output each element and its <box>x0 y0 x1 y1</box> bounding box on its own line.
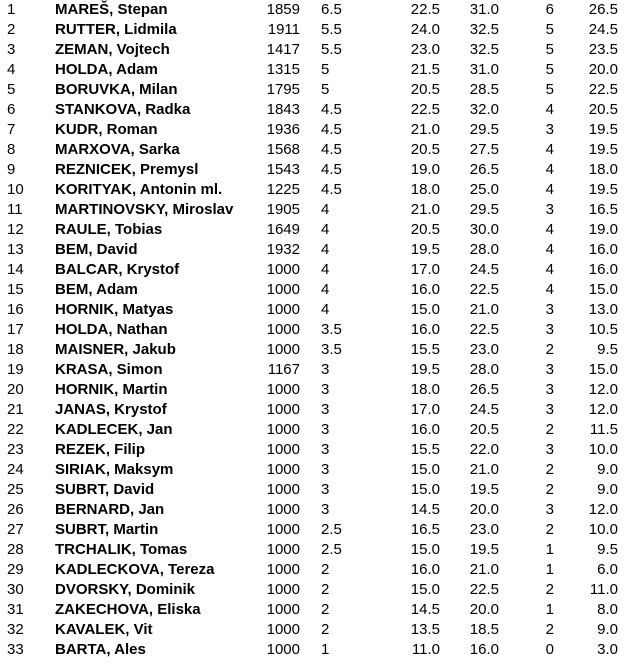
tiebreak-1-cell: 15.5 <box>410 441 440 458</box>
rank-cell: 18 <box>7 341 24 358</box>
points-cell: 4 <box>321 281 330 298</box>
tiebreak-2-cell: 31.0 <box>469 1 499 18</box>
points-cell: 5.5 <box>321 41 342 58</box>
player-name-cell: REZNICEK, Premysl <box>55 161 199 178</box>
rank-cell: 5 <box>7 81 16 98</box>
table-row <box>0 380 627 400</box>
tiebreak-3-cell: 12.0 <box>588 401 618 418</box>
tiebreak-2-cell: 28.5 <box>469 81 499 98</box>
rating-cell: 1932 <box>266 241 300 258</box>
rating-cell: 1000 <box>266 401 300 418</box>
table-row <box>0 360 627 380</box>
tiebreak-2-cell: 32.5 <box>469 41 499 58</box>
wins-cell: 5 <box>545 21 554 38</box>
points-cell: 2.5 <box>321 541 342 558</box>
rating-cell: 1167 <box>267 361 300 378</box>
points-cell: 2 <box>321 561 330 578</box>
tiebreak-1-cell: 14.5 <box>410 501 440 518</box>
rating-cell: 1936 <box>266 121 300 138</box>
wins-cell: 3 <box>545 441 554 458</box>
table-row <box>0 600 627 620</box>
player-name-cell: KUDR, Roman <box>55 121 158 138</box>
points-cell: 3 <box>321 461 330 478</box>
rating-cell: 1905 <box>266 201 300 218</box>
tiebreak-2-cell: 28.0 <box>469 361 499 378</box>
table-row <box>0 440 627 460</box>
rank-cell: 2 <box>7 21 16 38</box>
player-name-cell: MARTINOVSKY, Miroslav <box>55 201 234 218</box>
table-row <box>0 400 627 420</box>
rank-cell: 24 <box>7 461 24 478</box>
tiebreak-2-cell: 23.0 <box>469 341 499 358</box>
rank-cell: 9 <box>7 161 16 178</box>
rating-cell: 1000 <box>266 581 300 598</box>
rank-cell: 10 <box>7 181 24 198</box>
tiebreak-1-cell: 16.0 <box>410 321 440 338</box>
rating-cell: 1000 <box>266 641 300 658</box>
rating-cell: 1000 <box>266 261 300 278</box>
table-row <box>0 0 627 20</box>
tiebreak-2-cell: 24.5 <box>469 401 499 418</box>
rank-cell: 11 <box>7 201 23 218</box>
tiebreak-2-cell: 18.5 <box>469 621 499 638</box>
wins-cell: 4 <box>545 241 554 258</box>
rating-cell: 1649 <box>266 221 300 238</box>
wins-cell: 2 <box>545 521 554 538</box>
rank-cell: 22 <box>7 421 24 438</box>
points-cell: 5.5 <box>321 21 342 38</box>
rating-cell: 1000 <box>266 321 300 338</box>
tiebreak-3-cell: 19.0 <box>588 221 618 238</box>
player-name-cell: BARTA, Ales <box>55 641 146 658</box>
table-row <box>0 480 627 500</box>
tiebreak-2-cell: 20.0 <box>469 501 499 518</box>
points-cell: 2 <box>321 581 330 598</box>
tiebreak-2-cell: 29.5 <box>469 121 499 138</box>
tiebreak-3-cell: 26.5 <box>588 1 618 18</box>
points-cell: 3 <box>321 421 330 438</box>
rating-cell: 1000 <box>266 281 300 298</box>
wins-cell: 4 <box>545 141 554 158</box>
points-cell: 3 <box>321 381 330 398</box>
tiebreak-3-cell: 19.5 <box>588 181 618 198</box>
points-cell: 3.5 <box>321 341 342 358</box>
wins-cell: 1 <box>545 601 554 618</box>
rating-cell: 1000 <box>266 501 300 518</box>
points-cell: 4 <box>321 241 330 258</box>
rank-cell: 26 <box>7 501 24 518</box>
wins-cell: 2 <box>545 621 554 638</box>
points-cell: 4 <box>321 201 330 218</box>
player-name-cell: KADLECEK, Jan <box>55 421 173 438</box>
player-name-cell: KADLECKOVA, Tereza <box>55 561 215 578</box>
tiebreak-3-cell: 15.0 <box>588 361 618 378</box>
tiebreak-1-cell: 15.0 <box>410 461 440 478</box>
points-cell: 4.5 <box>321 101 342 118</box>
rank-cell: 4 <box>7 61 16 78</box>
wins-cell: 3 <box>545 381 554 398</box>
player-name-cell: JANAS, Krystof <box>55 401 167 418</box>
wins-cell: 4 <box>545 281 554 298</box>
tiebreak-3-cell: 23.5 <box>588 41 618 58</box>
table-row <box>0 240 627 260</box>
player-name-cell: KRASA, Simon <box>55 361 163 378</box>
points-cell: 3 <box>321 501 330 518</box>
player-name-cell: HORNIK, Martin <box>55 381 168 398</box>
tiebreak-3-cell: 10.0 <box>588 441 618 458</box>
table-row <box>0 540 627 560</box>
tiebreak-1-cell: 19.5 <box>410 361 440 378</box>
rating-cell: 1000 <box>266 621 300 638</box>
tiebreak-1-cell: 17.0 <box>410 401 440 418</box>
player-name-cell: MAISNER, Jakub <box>55 341 176 358</box>
player-name-cell: SUBRT, Martin <box>55 521 159 538</box>
tiebreak-3-cell: 20.0 <box>588 61 618 78</box>
tiebreak-1-cell: 20.5 <box>410 221 440 238</box>
table-row <box>0 580 627 600</box>
tiebreak-2-cell: 16.0 <box>469 641 499 658</box>
tiebreak-3-cell: 13.0 <box>588 301 618 318</box>
tiebreak-1-cell: 15.0 <box>410 481 440 498</box>
rank-cell: 3 <box>7 41 16 58</box>
tiebreak-3-cell: 20.5 <box>588 101 618 118</box>
tiebreak-1-cell: 22.5 <box>410 1 440 18</box>
wins-cell: 4 <box>545 221 554 238</box>
tiebreak-1-cell: 21.0 <box>410 201 440 218</box>
rank-cell: 27 <box>7 521 24 538</box>
tiebreak-1-cell: 21.0 <box>410 121 440 138</box>
wins-cell: 5 <box>545 81 554 98</box>
wins-cell: 4 <box>545 101 554 118</box>
table-row <box>0 500 627 520</box>
player-name-cell: RUTTER, Lidmila <box>55 21 177 38</box>
rating-cell: 1417 <box>266 41 300 58</box>
rating-cell: 1000 <box>266 301 300 318</box>
rank-cell: 7 <box>7 121 16 138</box>
tiebreak-2-cell: 32.0 <box>469 101 499 118</box>
player-name-cell: SUBRT, David <box>55 481 155 498</box>
rating-cell: 1859 <box>266 1 300 18</box>
rank-cell: 13 <box>7 241 24 258</box>
wins-cell: 2 <box>545 461 554 478</box>
tiebreak-3-cell: 19.5 <box>588 121 618 138</box>
rating-cell: 1843 <box>266 101 300 118</box>
rank-cell: 14 <box>7 261 24 278</box>
table-row <box>0 60 627 80</box>
wins-cell: 3 <box>545 301 554 318</box>
tiebreak-2-cell: 23.0 <box>469 521 499 538</box>
points-cell: 3 <box>321 441 330 458</box>
tiebreak-3-cell: 9.5 <box>597 341 618 358</box>
tiebreak-1-cell: 15.5 <box>410 341 440 358</box>
rank-cell: 8 <box>7 141 16 158</box>
points-cell: 4.5 <box>321 121 342 138</box>
rank-cell: 32 <box>7 621 24 638</box>
wins-cell: 2 <box>545 581 554 598</box>
tiebreak-1-cell: 15.0 <box>410 301 440 318</box>
rank-cell: 15 <box>7 281 24 298</box>
wins-cell: 3 <box>545 321 554 338</box>
tiebreak-2-cell: 26.5 <box>469 161 499 178</box>
table-row <box>0 260 627 280</box>
player-name-cell: KAVALEK, Vit <box>55 621 153 638</box>
rating-cell: 1911 <box>267 21 300 38</box>
points-cell: 3 <box>321 361 330 378</box>
rank-cell: 20 <box>7 381 24 398</box>
player-name-cell: BERNARD, Jan <box>55 501 165 518</box>
player-name-cell: BEM, Adam <box>55 281 138 298</box>
points-cell: 3 <box>321 401 330 418</box>
tiebreak-2-cell: 19.5 <box>469 541 499 558</box>
tiebreak-2-cell: 29.5 <box>469 201 499 218</box>
tiebreak-2-cell: 31.0 <box>469 61 499 78</box>
tiebreak-3-cell: 10.5 <box>588 321 618 338</box>
player-name-cell: HORNIK, Matyas <box>55 301 174 318</box>
tiebreak-3-cell: 22.5 <box>588 81 618 98</box>
tiebreak-1-cell: 20.5 <box>410 81 440 98</box>
rank-cell: 17 <box>7 321 24 338</box>
tiebreak-3-cell: 10.0 <box>588 521 618 538</box>
table-row <box>0 200 627 220</box>
table-row <box>0 20 627 40</box>
rating-cell: 1000 <box>266 381 300 398</box>
rating-cell: 1000 <box>266 441 300 458</box>
wins-cell: 1 <box>545 561 554 578</box>
rating-cell: 1000 <box>266 601 300 618</box>
tiebreak-1-cell: 19.5 <box>410 241 440 258</box>
player-name-cell: MARXOVA, Sarka <box>55 141 180 158</box>
tiebreak-1-cell: 21.5 <box>410 61 440 78</box>
player-name-cell: TRCHALIK, Tomas <box>55 541 188 558</box>
tiebreak-1-cell: 16.0 <box>410 561 440 578</box>
tiebreak-1-cell: 24.0 <box>410 21 440 38</box>
rating-cell: 1000 <box>266 481 300 498</box>
tiebreak-2-cell: 19.5 <box>469 481 499 498</box>
tiebreak-3-cell: 18.0 <box>588 161 618 178</box>
table-row <box>0 460 627 480</box>
tiebreak-2-cell: 20.5 <box>469 421 499 438</box>
player-name-cell: HOLDA, Nathan <box>55 321 168 338</box>
player-name-cell: KORITYAK, Antonin ml. <box>55 181 223 198</box>
tiebreak-1-cell: 23.0 <box>410 41 440 58</box>
player-name-cell: ZAKECHOVA, Eliska <box>55 601 201 618</box>
table-row <box>0 560 627 580</box>
wins-cell: 2 <box>545 421 554 438</box>
tiebreak-2-cell: 21.0 <box>469 561 499 578</box>
rank-cell: 12 <box>7 221 24 238</box>
player-name-cell: SIRIAK, Maksym <box>55 461 174 478</box>
rank-cell: 1 <box>7 1 16 18</box>
tiebreak-2-cell: 28.0 <box>469 241 499 258</box>
table-row <box>0 120 627 140</box>
tiebreak-3-cell: 11.0 <box>589 581 618 598</box>
tiebreak-1-cell: 11.0 <box>411 641 440 658</box>
rank-cell: 23 <box>7 441 24 458</box>
points-cell: 3.5 <box>321 321 342 338</box>
table-row <box>0 520 627 540</box>
table-row <box>0 100 627 120</box>
wins-cell: 2 <box>545 341 554 358</box>
rank-cell: 33 <box>7 641 24 658</box>
tiebreak-3-cell: 19.5 <box>588 141 618 158</box>
points-cell: 4 <box>321 301 330 318</box>
player-name-cell: REZEK, Filip <box>55 441 145 458</box>
player-name-cell: STANKOVA, Radka <box>55 101 191 118</box>
wins-cell: 3 <box>545 361 554 378</box>
rank-cell: 16 <box>7 301 24 318</box>
rank-cell: 25 <box>7 481 24 498</box>
points-cell: 4 <box>321 221 330 238</box>
points-cell: 4.5 <box>321 181 342 198</box>
player-name-cell: BORUVKA, Milan <box>55 81 178 98</box>
points-cell: 5 <box>321 81 330 98</box>
wins-cell: 3 <box>545 121 554 138</box>
player-name-cell: BALCAR, Krystof <box>55 261 180 278</box>
wins-cell: 5 <box>545 61 554 78</box>
wins-cell: 2 <box>545 481 554 498</box>
tiebreak-3-cell: 16.0 <box>588 241 618 258</box>
player-name-cell: BEM, David <box>55 241 138 258</box>
wins-cell: 4 <box>545 161 554 178</box>
tiebreak-3-cell: 16.5 <box>588 201 618 218</box>
rating-cell: 1000 <box>266 421 300 438</box>
points-cell: 2 <box>321 621 330 638</box>
tiebreak-2-cell: 30.0 <box>469 221 499 238</box>
rank-cell: 19 <box>7 361 24 378</box>
tiebreak-3-cell: 6.0 <box>597 561 618 578</box>
table-row <box>0 180 627 200</box>
tiebreak-2-cell: 22.5 <box>469 321 499 338</box>
tiebreak-3-cell: 8.0 <box>597 601 618 618</box>
wins-cell: 3 <box>545 201 554 218</box>
rating-cell: 1000 <box>266 541 300 558</box>
tiebreak-3-cell: 12.0 <box>588 381 618 398</box>
table-row <box>0 280 627 300</box>
tiebreak-3-cell: 9.0 <box>597 621 618 638</box>
tiebreak-1-cell: 16.0 <box>410 281 440 298</box>
tiebreak-1-cell: 17.0 <box>410 261 440 278</box>
tiebreak-3-cell: 16.0 <box>588 261 618 278</box>
points-cell: 6.5 <box>321 1 342 18</box>
rating-cell: 1568 <box>266 141 300 158</box>
points-cell: 4 <box>321 261 330 278</box>
rank-cell: 28 <box>7 541 24 558</box>
table-row <box>0 420 627 440</box>
tiebreak-1-cell: 15.0 <box>410 541 440 558</box>
wins-cell: 4 <box>545 181 554 198</box>
player-name-cell: ZEMAN, Vojtech <box>55 41 170 58</box>
tiebreak-2-cell: 24.5 <box>469 261 499 278</box>
table-row <box>0 300 627 320</box>
tiebreak-1-cell: 18.0 <box>410 381 440 398</box>
player-name-cell: DVORSKY, Dominik <box>55 581 196 598</box>
points-cell: 4.5 <box>321 161 342 178</box>
tiebreak-2-cell: 26.5 <box>469 381 499 398</box>
table-row <box>0 140 627 160</box>
tiebreak-1-cell: 16.5 <box>410 521 440 538</box>
tiebreak-2-cell: 21.0 <box>469 461 499 478</box>
wins-cell: 1 <box>545 541 554 558</box>
tiebreak-2-cell: 32.5 <box>469 21 499 38</box>
tiebreak-3-cell: 12.0 <box>588 501 618 518</box>
tiebreak-3-cell: 9.5 <box>597 541 618 558</box>
table-row <box>0 320 627 340</box>
table-row <box>0 80 627 100</box>
tiebreak-1-cell: 22.5 <box>410 101 440 118</box>
wins-cell: 3 <box>545 401 554 418</box>
points-cell: 4.5 <box>321 141 342 158</box>
tiebreak-2-cell: 27.5 <box>469 141 499 158</box>
tiebreak-1-cell: 16.0 <box>410 421 440 438</box>
tiebreak-2-cell: 22.5 <box>469 281 499 298</box>
tiebreak-3-cell: 3.0 <box>597 641 618 658</box>
rating-cell: 1225 <box>266 181 300 198</box>
wins-cell: 3 <box>545 501 554 518</box>
player-name-cell: HOLDA, Adam <box>55 61 158 78</box>
tiebreak-3-cell: 15.0 <box>588 281 618 298</box>
tiebreak-3-cell: 9.0 <box>597 481 618 498</box>
player-name-cell: MAREŠ, Stepan <box>55 1 168 18</box>
tiebreak-1-cell: 18.0 <box>410 181 440 198</box>
rating-cell: 1000 <box>266 521 300 538</box>
rank-cell: 29 <box>7 561 24 578</box>
rating-cell: 1000 <box>266 341 300 358</box>
wins-cell: 0 <box>545 641 554 658</box>
rating-cell: 1000 <box>266 561 300 578</box>
points-cell: 2.5 <box>321 521 342 538</box>
player-name-cell: RAULE, Tobias <box>55 221 163 238</box>
table-row <box>0 40 627 60</box>
wins-cell: 6 <box>545 1 554 18</box>
tiebreak-1-cell: 19.0 <box>410 161 440 178</box>
tiebreak-2-cell: 21.0 <box>469 301 499 318</box>
rank-cell: 31 <box>7 601 24 618</box>
points-cell: 1 <box>321 641 330 658</box>
table-row <box>0 620 627 640</box>
tiebreak-2-cell: 25.0 <box>469 181 499 198</box>
table-row <box>0 340 627 360</box>
points-cell: 5 <box>321 61 330 78</box>
rating-cell: 1795 <box>266 81 300 98</box>
rating-cell: 1315 <box>266 61 300 78</box>
points-cell: 2 <box>321 601 330 618</box>
tiebreak-1-cell: 15.0 <box>410 581 440 598</box>
points-cell: 3 <box>321 481 330 498</box>
rank-cell: 21 <box>7 401 24 418</box>
tiebreak-1-cell: 20.5 <box>410 141 440 158</box>
rank-cell: 30 <box>7 581 24 598</box>
tiebreak-3-cell: 11.5 <box>589 421 618 438</box>
tiebreak-2-cell: 22.5 <box>469 581 499 598</box>
rank-cell: 6 <box>7 101 16 118</box>
wins-cell: 4 <box>545 261 554 278</box>
tiebreak-3-cell: 24.5 <box>588 21 618 38</box>
tiebreak-1-cell: 13.5 <box>410 621 440 638</box>
wins-cell: 5 <box>545 41 554 58</box>
rating-cell: 1543 <box>266 161 300 178</box>
table-row <box>0 160 627 180</box>
table-row <box>0 640 627 660</box>
tiebreak-2-cell: 22.0 <box>469 441 499 458</box>
tiebreak-3-cell: 9.0 <box>597 461 618 478</box>
tiebreak-1-cell: 14.5 <box>410 601 440 618</box>
tiebreak-2-cell: 20.0 <box>469 601 499 618</box>
rating-cell: 1000 <box>266 461 300 478</box>
table-row <box>0 220 627 240</box>
